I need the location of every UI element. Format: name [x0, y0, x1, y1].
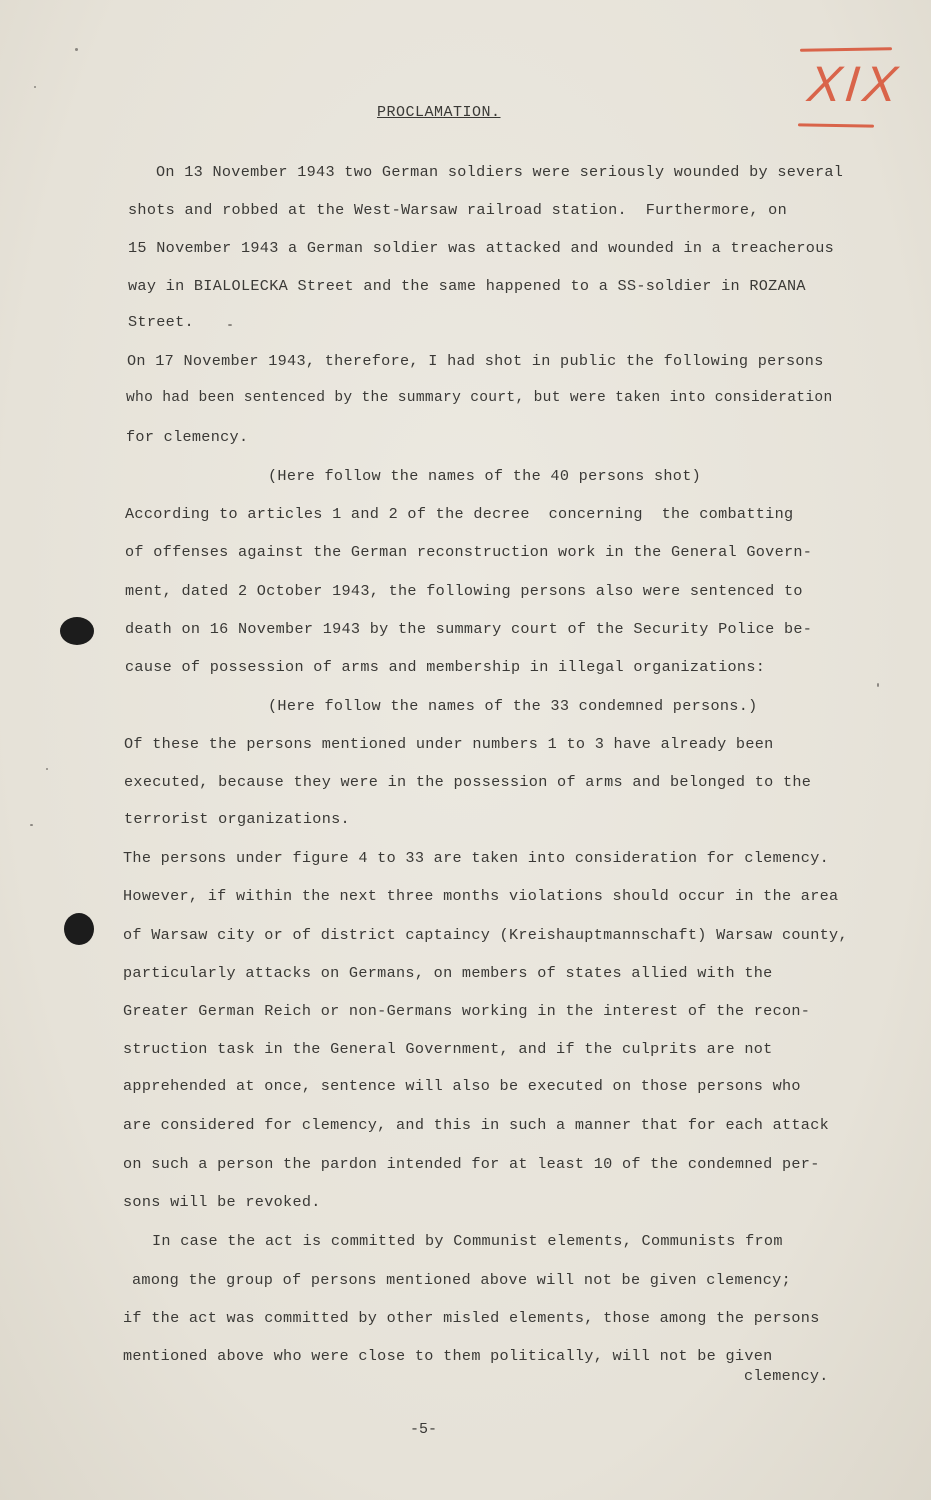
text-line: According to articles 1 and 2 of the decree concerning the combatting: [125, 505, 794, 523]
text-line: However, if within the next three months violations should occur in the area: [123, 887, 839, 905]
text-line: on such a person the pardon intended for at least 10 of the condemned per-: [123, 1155, 820, 1173]
red-underline-bottom: [798, 123, 874, 127]
text-line: apprehended at once, sentence will also be executed on those persons who: [123, 1077, 801, 1095]
text-line: mentioned above who were close to them politically, will not be given: [123, 1347, 773, 1365]
page-number: -5-: [410, 1421, 438, 1438]
text-line: struction task in the General Government, and if the culprits are not: [123, 1040, 773, 1058]
text-line: 15 November 1943 a German soldier was attacked and wounded in a treacherous: [128, 239, 835, 257]
text-line: Street.: [128, 313, 194, 331]
text-line: cause of possession of arms and membership in illegal organizations:: [125, 658, 766, 676]
text-line: of offenses against the German reconstruction work in the General Govern-: [125, 543, 813, 561]
paper-speck: [877, 683, 879, 687]
text-line: terrorist organizations.: [124, 810, 350, 828]
text-line: On 17 November 1943, therefore, I had shot in public the following persons: [127, 352, 824, 370]
text-line: On 13 November 1943 two German soldiers were seriously wounded by several: [156, 163, 844, 181]
text-line: who had been sentenced by the summary court, but were taken into consideration: [126, 390, 833, 406]
bracketed-note: (Here follow the names of the 33 condemned persons.): [268, 697, 758, 715]
text-line: shots and robbed at the West-Warsaw railroad station. Furthermore, on: [128, 201, 787, 219]
bracketed-note: (Here follow the names of the 40 persons shot): [268, 467, 702, 485]
text-line: death on 16 November 1943 by the summary court of the Security Police be-: [125, 620, 813, 638]
paper-speck: [228, 324, 232, 326]
punch-hole: [60, 617, 94, 645]
text-line: Of these the persons mentioned under numbers 1 to 3 have already been: [124, 735, 774, 753]
text-line: for clemency.: [126, 428, 249, 446]
text-line: if the act was committed by other misled elements, those among the persons: [123, 1309, 820, 1327]
roman-numeral-marking: XIX: [805, 56, 904, 112]
punch-hole: [64, 913, 94, 945]
text-line: executed, because they were in the possession of arms and belonged to the: [124, 773, 812, 791]
text-line: are considered for clemency, and this in such a manner that for each attack: [123, 1116, 830, 1134]
text-line: clemency.: [744, 1367, 829, 1385]
text-line: sons will be revoked.: [123, 1193, 321, 1211]
text-line: In case the act is committed by Communist elements, Communists from: [152, 1232, 783, 1250]
text-line: ment, dated 2 October 1943, the following persons also were sentenced to: [125, 582, 803, 600]
paper-speck: [75, 48, 78, 51]
text-line: The persons under figure 4 to 33 are taken into consideration for clemency.: [123, 849, 830, 867]
text-line: Greater German Reich or non-Germans working in the interest of the recon-: [123, 1002, 811, 1020]
paper-speck: [46, 768, 48, 770]
text-line: way in BIALOLECKA Street and the same happened to a SS-soldier in ROZANA: [128, 277, 806, 295]
text-line: of Warsaw city or of district captaincy (Kreishauptmannschaft) Warsaw county,: [123, 926, 848, 944]
red-underline-top: [800, 47, 892, 52]
text-line: particularly attacks on Germans, on members of states allied with the: [123, 964, 773, 982]
paper-speck: [30, 824, 33, 826]
document-title: PROCLAMATION.: [377, 104, 501, 121]
paper-speck: [34, 86, 36, 88]
text-line: among the group of persons mentioned above will not be given clemency;: [132, 1271, 791, 1289]
